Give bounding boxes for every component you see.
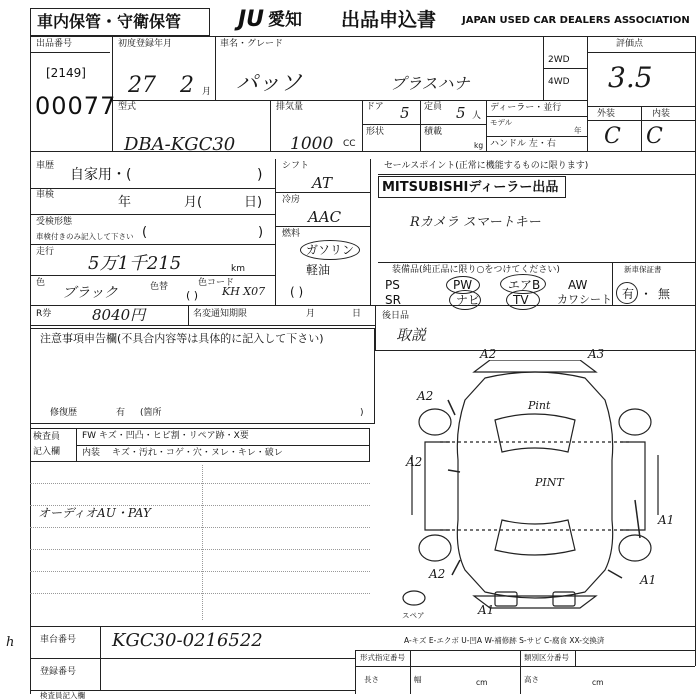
divider (375, 305, 376, 350)
fuel-gasoline: ガソリン (306, 243, 355, 257)
dealer-banner: MITSUBISHIディーラー出品 (382, 180, 559, 195)
storage-title: 車内保管・守衛保管 (37, 12, 182, 31)
model-code: DBA-KGC30 (124, 134, 236, 155)
ruled-line (30, 527, 370, 528)
damage-legend: A-キズ E-エクボ U-凹A W-補修跡 S-サビ C-腐食 XX-交換済 (404, 636, 605, 645)
divider (378, 262, 695, 263)
equipment-label: 装備品(純正品に限り○をつけてください) (392, 265, 560, 275)
rating-label: 評価点 (616, 39, 644, 49)
history-close: ) (257, 167, 263, 183)
divider (270, 100, 271, 151)
width-label: 幅 (414, 675, 422, 684)
drive-4wd: 4WD (548, 77, 570, 87)
paint-note-roof: PINT (535, 476, 564, 489)
guarantee-circle (616, 282, 638, 304)
person-unit: 人 (472, 111, 482, 121)
chassis-label: 車台番号 (40, 635, 77, 645)
recycle-label: R券 (36, 309, 52, 319)
capacity-label: 定員 (424, 102, 443, 112)
unregistered-open: ( (142, 225, 148, 240)
dealer-model-year: 年 (574, 126, 582, 135)
dealer-label: ディーラー・並行 (490, 103, 562, 113)
mileage-value: 5万1千215 (88, 253, 182, 274)
first-reg-label: 初度登録年月 (118, 39, 173, 49)
height-label: 高さ (524, 675, 539, 684)
displacement-label: 排気量 (276, 102, 304, 112)
inspection-label: 車検 (36, 190, 55, 200)
mileage-unit: km (231, 264, 245, 274)
guarantee-label: 新車保証書 (624, 265, 662, 274)
shift-label: シフト (282, 161, 310, 171)
type-cert-label: 形式指定番号 (360, 653, 405, 662)
vehicle-name-label: 車名・グレード (220, 39, 284, 49)
notes-label: 注意事項申告欄(不具合内容等は具体的に記入して下さい) (40, 332, 324, 345)
divider (30, 275, 275, 276)
door-count: 5 (400, 104, 410, 122)
door-label: ドア (366, 102, 384, 112)
inspector-handwritten: オーディオAU・PAY (38, 506, 151, 520)
color-code-paren: ( ) (186, 289, 199, 302)
ac-label: 冷房 (282, 195, 301, 205)
divider (355, 666, 695, 667)
divider (362, 100, 363, 151)
ruled-divider (202, 465, 203, 620)
color-label: 色 (36, 278, 46, 288)
repair-place: (箇所 (140, 408, 162, 418)
mileage-label: 走行 (36, 247, 55, 257)
shift-value: AT (312, 174, 333, 192)
divider (30, 188, 275, 189)
damage-mark-a2-side: A2 (406, 455, 423, 469)
divider (641, 106, 642, 151)
divider (486, 136, 587, 137)
bottom-row-label: 検査員記入欄 (40, 691, 85, 700)
divider (587, 36, 588, 151)
lot-code: [2149] (46, 66, 86, 80)
divider (112, 100, 587, 101)
load-unit: kg (474, 141, 484, 150)
displacement-value: 1000 (290, 134, 334, 154)
repair-value: 有 (116, 408, 126, 418)
unregistered-close: ) (258, 225, 264, 240)
divider (375, 350, 695, 351)
divider (30, 244, 275, 245)
damage-mark-a3: A3 (588, 347, 605, 361)
rating-score: 3.5 (608, 61, 653, 94)
equip-navi: ナビ (456, 293, 481, 307)
inspector-label-2: 記入欄 (33, 447, 61, 457)
divider (76, 445, 370, 446)
length-unit: cm (476, 678, 488, 687)
divider (30, 214, 275, 215)
class-label: 類別区分番号 (524, 653, 569, 662)
vehicle-name: パッソ (236, 71, 303, 96)
fuel-other: ( ) (290, 285, 304, 299)
lot-label: 出品番号 (36, 39, 73, 49)
divider (612, 262, 613, 305)
history-value: 自家用・( (70, 167, 132, 183)
history-label: 車歴 (36, 161, 55, 171)
divider (420, 100, 421, 151)
damage-mark-a2-top: A2 (480, 347, 497, 361)
divider (30, 626, 695, 627)
damage-mark-a1-bottom: A1 (478, 603, 495, 617)
recycle-amount: 8040円 (92, 306, 146, 324)
first-reg-year: 27 (128, 73, 156, 98)
navi-circle (449, 290, 481, 310)
ruled-line (30, 549, 370, 550)
damage-mark-a1-rear: A1 (640, 573, 657, 587)
inspector-row1: FW キズ・凹凸・ヒビ割・リペア跡・X要 (82, 431, 249, 441)
unregistered-note: 車検付きのみ記入して下さい (36, 232, 134, 241)
divider (362, 124, 486, 125)
interior-grade: C (646, 124, 663, 149)
sales-point-note: Rカメラ スマートキー (410, 215, 541, 230)
divider (370, 159, 371, 305)
month-suffix: 月 (202, 87, 212, 97)
divider (100, 626, 101, 690)
first-reg-month: 2 (180, 73, 194, 98)
inspection-month: 月( (184, 195, 203, 210)
plate-label: 登録番号 (40, 667, 77, 677)
divider (543, 68, 587, 69)
damage-mark-a1-right: A1 (658, 513, 675, 527)
tv-circle (506, 290, 540, 310)
divider (275, 192, 370, 193)
name-change-day: 日 (352, 309, 362, 319)
divider (275, 226, 370, 227)
equip-tv: TV (513, 293, 529, 307)
chassis-number: KGC30-0216522 (112, 630, 263, 651)
fuel-label: 燃料 (282, 229, 301, 239)
guarantee-no: 無 (658, 287, 671, 301)
drive-2wd: 2WD (548, 55, 570, 65)
color-code-label: 色コード (198, 278, 235, 288)
divider (215, 36, 216, 100)
sales-point-label: セールスポイント(正常に機能するものに限ります) (384, 161, 589, 171)
spare-label: スペア (402, 611, 425, 620)
model-label: 型式 (118, 102, 137, 112)
fuel-diesel: 軽油 (306, 263, 331, 277)
vehicle-grade: プラスハナ (390, 74, 470, 93)
ju-logo: JU (238, 7, 265, 32)
exterior-label: 外装 (597, 109, 616, 119)
ruled-line (30, 483, 370, 484)
equip-sr: SR (385, 293, 401, 307)
color-value: ブラック (62, 285, 118, 301)
unregistered-label: 受検形態 (36, 217, 73, 227)
lot-number: 00077 (35, 92, 117, 120)
damage-mark-a2-left: A2 (417, 389, 434, 403)
guarantee-yes: 有 (622, 287, 635, 301)
color-code-value: KH X07 (222, 285, 266, 298)
dealer-banner-box (378, 176, 566, 198)
ruled-line (30, 505, 370, 506)
equip-ps: PS (385, 278, 400, 292)
storage-title-box (30, 8, 210, 36)
divider (378, 174, 695, 175)
divider (486, 100, 487, 151)
interior-label: 内装 (652, 109, 671, 119)
inspector-row2-label: 内装 (82, 448, 101, 458)
color-change-label: 色替 (150, 282, 169, 292)
divider (575, 650, 576, 666)
association-name: JAPAN USED CAR DEALERS ASSOCIATION (462, 15, 690, 26)
length-label: 長さ (364, 675, 379, 684)
divider (30, 658, 355, 659)
divider (486, 116, 587, 117)
name-change-label: 名変通知期限 (193, 309, 248, 319)
exterior-grade: C (604, 124, 621, 149)
load-label: 積載 (424, 127, 443, 137)
equip-pw: PW (453, 278, 473, 292)
guarantee-sep: ・ (640, 287, 653, 301)
ruled-line (30, 593, 370, 594)
frame-top (30, 36, 695, 37)
repair-close: ) (360, 408, 364, 418)
divider (275, 159, 276, 305)
name-change-month: 月 (306, 309, 316, 319)
divider (520, 650, 521, 694)
side-mark: h (6, 635, 15, 650)
inspection-year: 年 (118, 195, 132, 210)
dealer-model-label: モデル (490, 118, 513, 127)
damage-mark-a2-rear: A2 (429, 567, 446, 581)
divider (410, 650, 411, 694)
aftermarket-label: 後日品 (382, 311, 410, 321)
form-title: 出品申込書 (341, 9, 437, 31)
equip-leather: カワシート (557, 293, 612, 306)
equip-aw: AW (568, 278, 588, 292)
cc-unit: CC (343, 139, 356, 149)
org-name: 愛知 (268, 10, 302, 30)
ac-value: AAC (308, 208, 342, 226)
inspection-day: 日) (244, 195, 263, 210)
aftermarket-value: 取説 (396, 326, 427, 344)
fuel-gasoline-circle (300, 240, 360, 260)
frame-right (695, 36, 696, 666)
divider (355, 650, 695, 651)
inspector-row2: キズ・汚れ・コゲ・穴・ヌレ・キレ・破レ (112, 448, 283, 458)
capacity-value: 5 (456, 104, 466, 122)
height-unit: cm (592, 678, 604, 687)
divider (188, 305, 189, 325)
paint-note-hood: Pint (528, 399, 551, 412)
ruled-line (30, 571, 370, 572)
equip-airbag: エアB (508, 278, 541, 292)
divider (30, 325, 375, 326)
repair-label: 修復歴 (50, 408, 78, 418)
handle-label: ハンドル 左・右 (490, 139, 556, 149)
divider (30, 52, 110, 53)
shape-label: 形状 (366, 127, 385, 137)
inspector-label-1: 検査員 (33, 432, 61, 442)
divider (355, 650, 356, 694)
divider (587, 52, 695, 53)
